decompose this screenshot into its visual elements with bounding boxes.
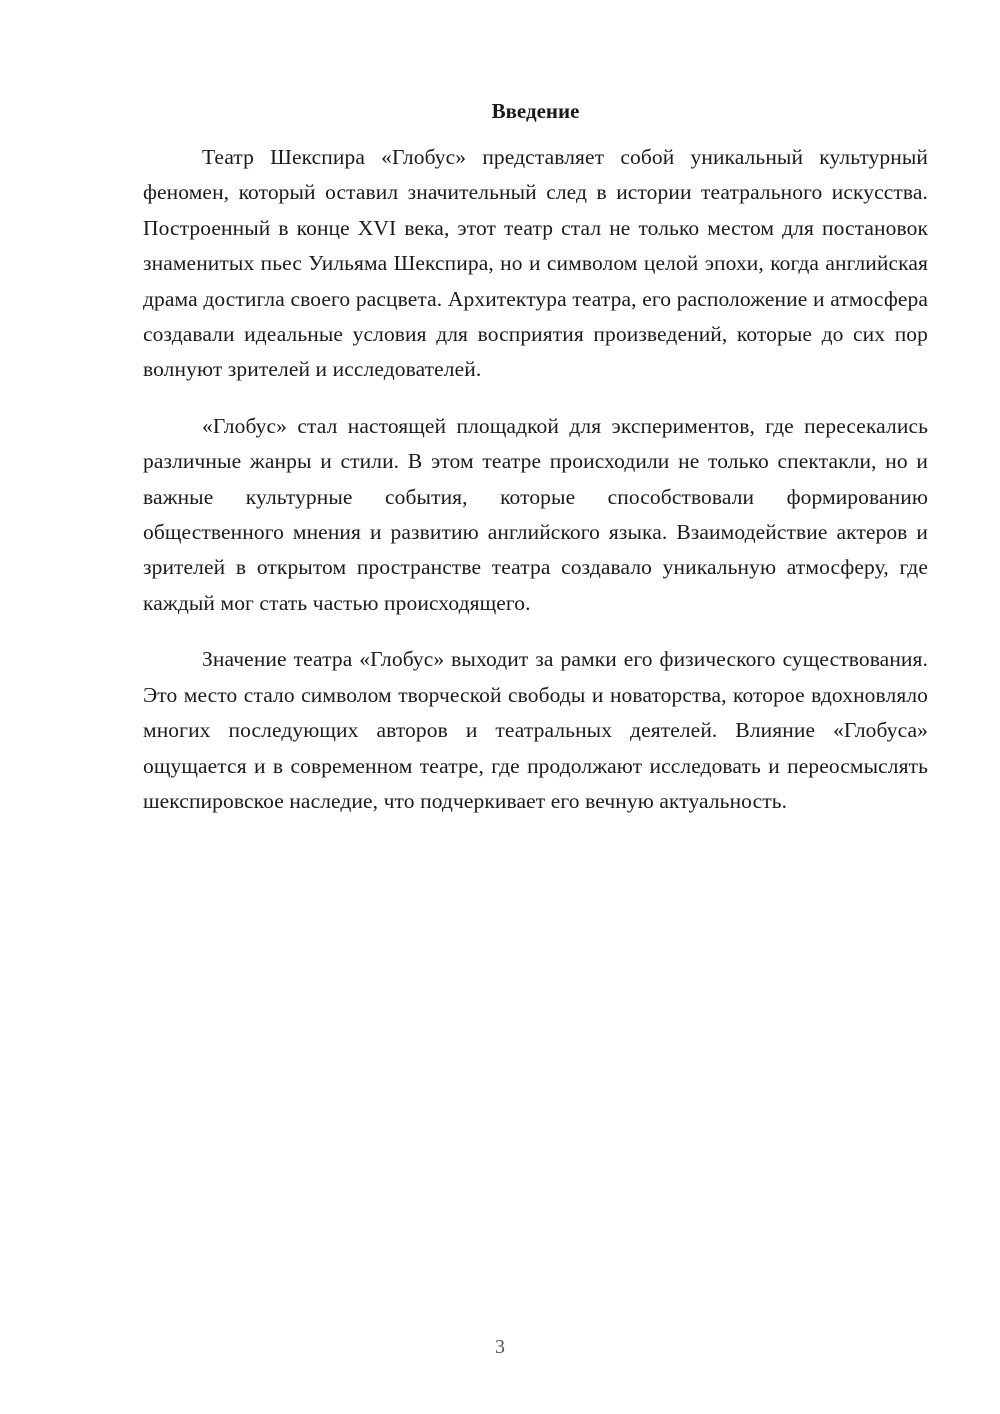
page-number: 3 [495,1336,505,1358]
page-content [143,94,928,840]
paragraph-2: «Глобус» стал настоящей площадкой для экспериментов, где пересекались различные жанры и стили. В этом театре происходили не только спектакли, но и важные культурные события, которые способствовали формированию общественного мнения и развитию английского языка. Взаимодействие актеров и зрителей в открытом пространстве театра создавало уникальную атмосферу, где каждый мог стать частью происходящего. [143,413,928,615]
paragraph-1: Театр Шекспира «Глобус» представляет собой уникальный культурный феномен, который оставил значительный след в истории театрального искусства. Построенный в конце XVI века, этот театр стал не только местом для постановок знаменитых пьес Уильяма Шекспира, но и символом целой эпохи, когда английская драма достигла своего расцвета. Архитектура театра, его расположение и атмосфера создавали идеальные условия для восприятия произведений, которые до сих пор волнуют зрителей и исследователей. [143,145,928,382]
paragraph-3: Значение театра «Глобус» выходит за рамки его физического существования. Это место стало символом творческой свободы и новаторства, которое вдохновляло многих последующих авторов и театральных деятелей. Влияние «Глобуса» ощущается и в современном театре, где продолжают исследовать и переосмыслять шекспировское наследие, что подчеркивает его вечную актуальность. [143,647,928,813]
section-heading: Введение [491,99,580,123]
